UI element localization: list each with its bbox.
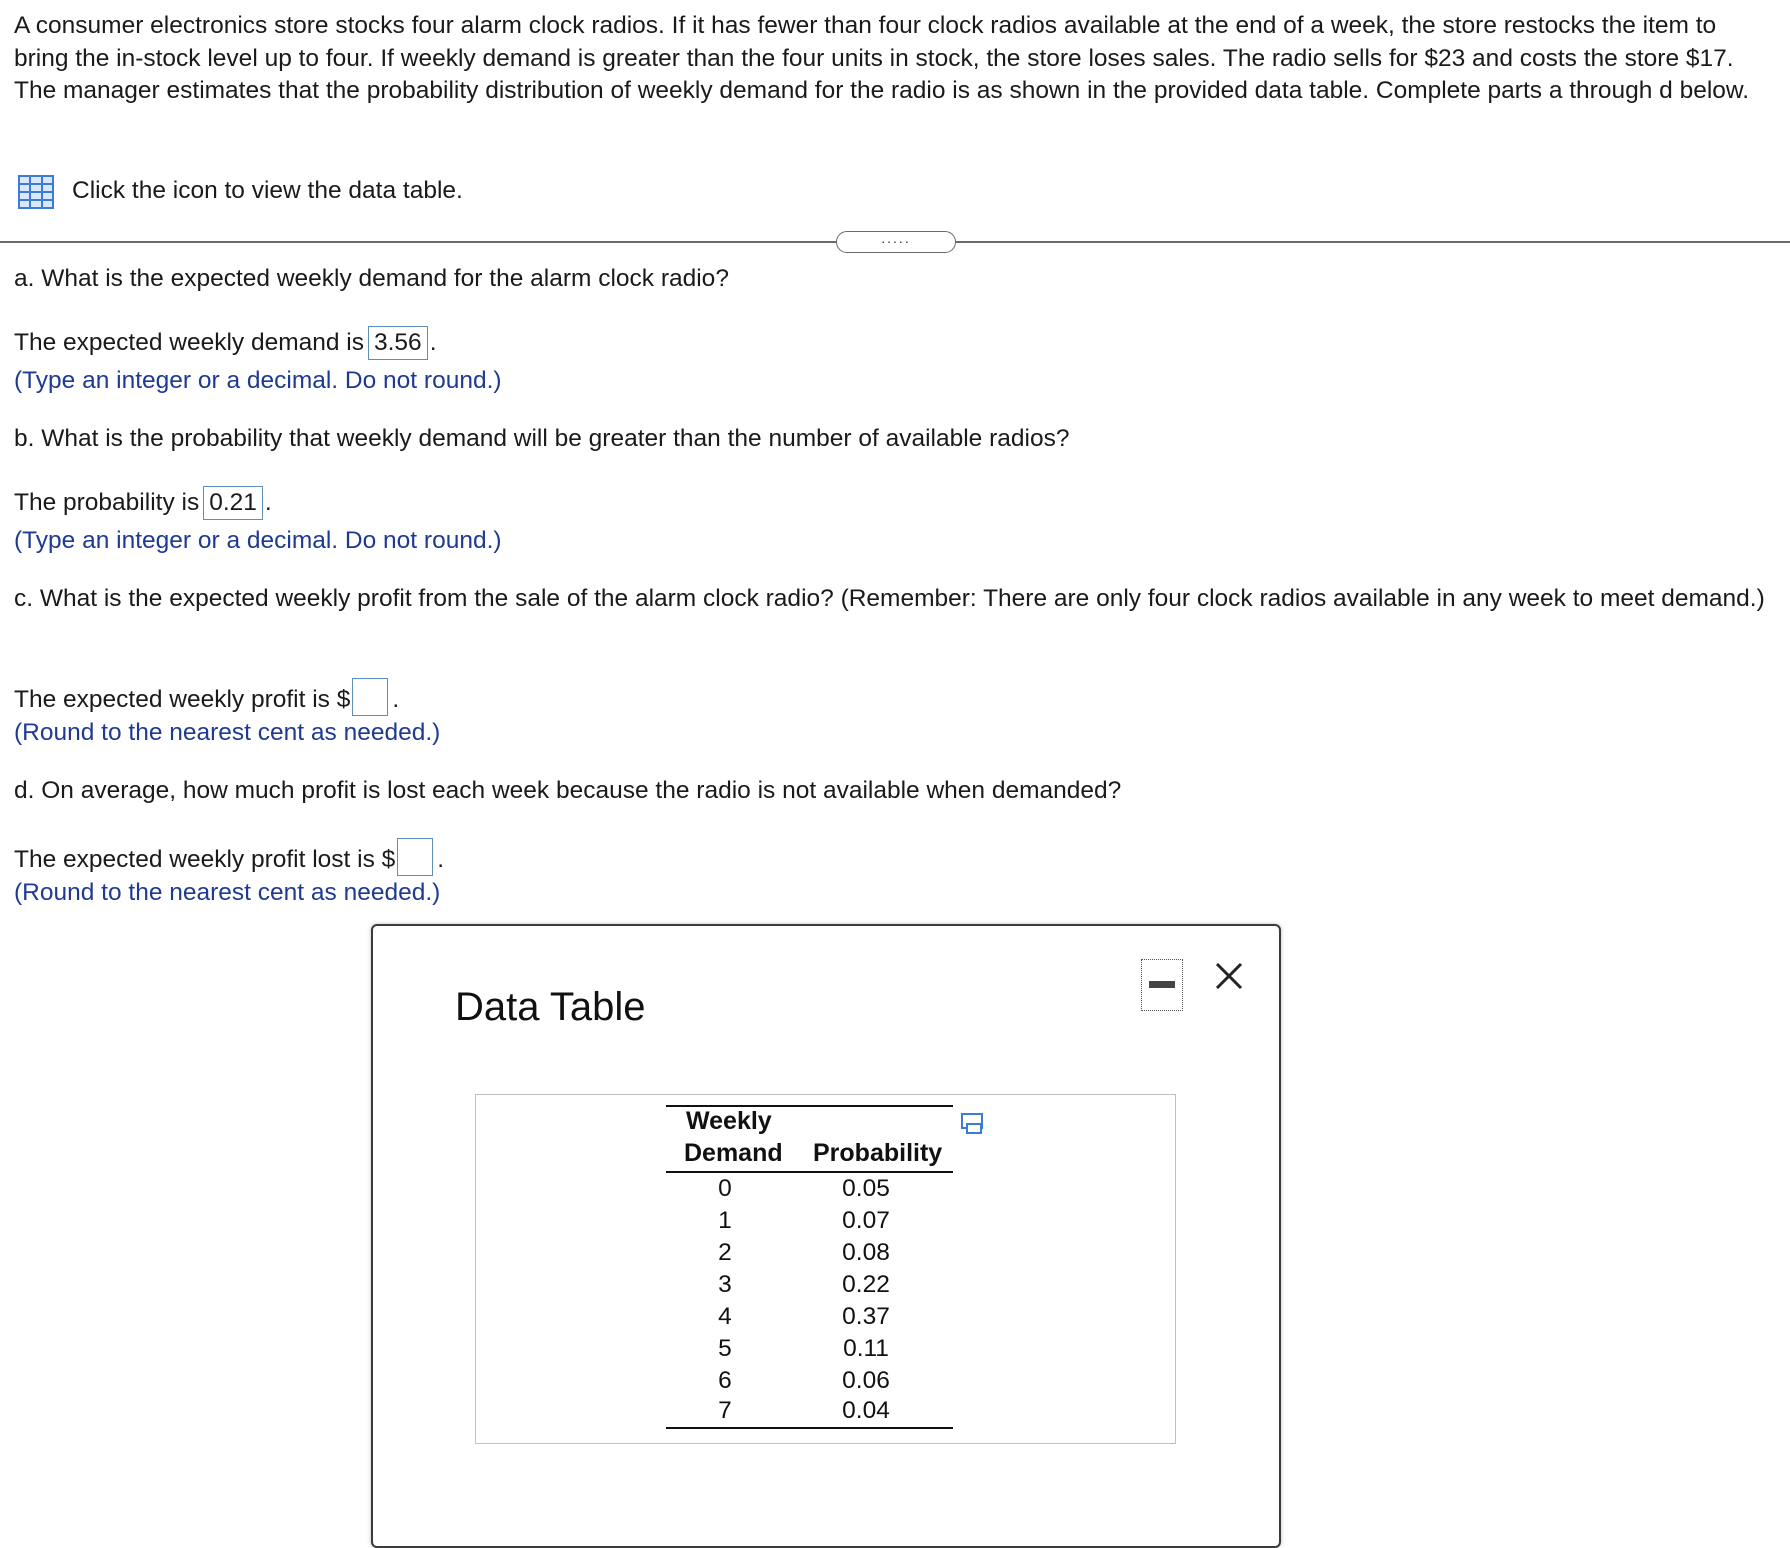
problem-statement: A consumer electronics store stocks four alarm clock radios. If it has fewer than four clock radios available at the end of a week, the store restocks the item to bring the in-stock level up to four. If weekly demand is greater than the four units in stock, the store loses sales. The radio sells for $23 and costs the store $17. The manager estimates that the probability distribution of weekly demand for the radio is as shown in the provided data table. Complete parts a through d below. <box>14 12 1750 104</box>
table-cell-probability: 0.37 <box>842 1303 890 1330</box>
minimize-icon[interactable] <box>1149 981 1175 988</box>
table-cell-demand: 3 <box>718 1271 732 1298</box>
part-b-answer-line <box>14 486 272 520</box>
table-cell-probability: 0.22 <box>842 1271 890 1298</box>
part-d-question: d. On average, how much profit is lost each week because the radio is not available when demanded? <box>14 777 1122 804</box>
data-table-link[interactable] <box>16 173 496 209</box>
copy-table-icon[interactable] <box>961 1113 985 1135</box>
table-cell-demand: 4 <box>718 1303 732 1330</box>
part-c-answer-field[interactable] <box>352 678 388 716</box>
table-bottom-rule <box>666 1427 953 1429</box>
part-c-question: c. What is the expected weekly profit from the sale of the alarm clock radio? (Remember: There are only four clock radios available in any week to meet demand.) <box>14 585 1765 612</box>
data-table-grid-icon[interactable] <box>18 175 54 209</box>
part-a-answer-field[interactable]: 3.56 <box>368 326 428 360</box>
part-b-question: b. What is the probability that weekly demand will be greater than the number of available radios? <box>14 425 1070 452</box>
part-a-prompt: The expected weekly demand is <box>14 329 364 356</box>
table-cell-demand: 7 <box>718 1397 732 1424</box>
table-cell-probability: 0.05 <box>842 1175 890 1202</box>
data-table-frame <box>475 1094 1176 1444</box>
table-cell-probability: 0.11 <box>843 1335 889 1362</box>
header-demand: Demand <box>684 1139 783 1167</box>
part-b-period: . <box>264 489 272 516</box>
part-a-question: a. What is the expected weekly demand for the alarm clock radio? <box>14 265 729 292</box>
part-c-answer-line <box>14 678 399 716</box>
table-cell-demand: 5 <box>718 1335 732 1362</box>
table-cell-demand: 0 <box>718 1175 732 1202</box>
table-cell-probability: 0.08 <box>842 1239 890 1266</box>
part-c-hint: (Round to the nearest cent as needed.) <box>14 719 441 746</box>
table-cell-demand: 6 <box>718 1367 732 1394</box>
table-cell-probability: 0.06 <box>842 1367 890 1394</box>
part-d-period: . <box>437 846 445 873</box>
part-b-hint: (Type an integer or a decimal. Do not round.) <box>14 527 502 554</box>
dialog-title: Data Table <box>455 985 646 1029</box>
table-cell-probability: 0.04 <box>842 1397 890 1424</box>
header-weekly: Weekly <box>686 1107 772 1135</box>
part-c-prompt: The expected weekly profit is $ <box>14 686 351 713</box>
part-b-answer-field[interactable]: 0.21 <box>203 486 263 520</box>
table-cell-probability: 0.07 <box>842 1207 890 1234</box>
part-a-period: . <box>429 329 437 356</box>
part-b-prompt: The probability is <box>14 489 200 516</box>
header-probability: Probability <box>813 1139 943 1167</box>
expand-button[interactable]: ..... <box>836 231 956 253</box>
part-d-answer-field[interactable] <box>397 838 433 876</box>
close-icon[interactable] <box>1209 956 1249 996</box>
part-a-answer-line <box>14 326 437 360</box>
part-a-hint: (Type an integer or a decimal. Do not round.) <box>14 367 502 394</box>
table-cell-demand: 1 <box>718 1207 732 1234</box>
part-d-hint: (Round to the nearest cent as needed.) <box>14 879 441 906</box>
part-d-answer-line <box>14 838 444 876</box>
data-table-dialog <box>371 924 1281 1548</box>
part-d-prompt: The expected weekly profit lost is $ <box>14 846 396 873</box>
part-c-period: . <box>392 686 400 713</box>
data-table-link-text[interactable]: Click the icon to view the data table. <box>72 177 463 204</box>
table-cell-demand: 2 <box>718 1239 732 1266</box>
minimize-button[interactable] <box>1141 959 1183 1011</box>
